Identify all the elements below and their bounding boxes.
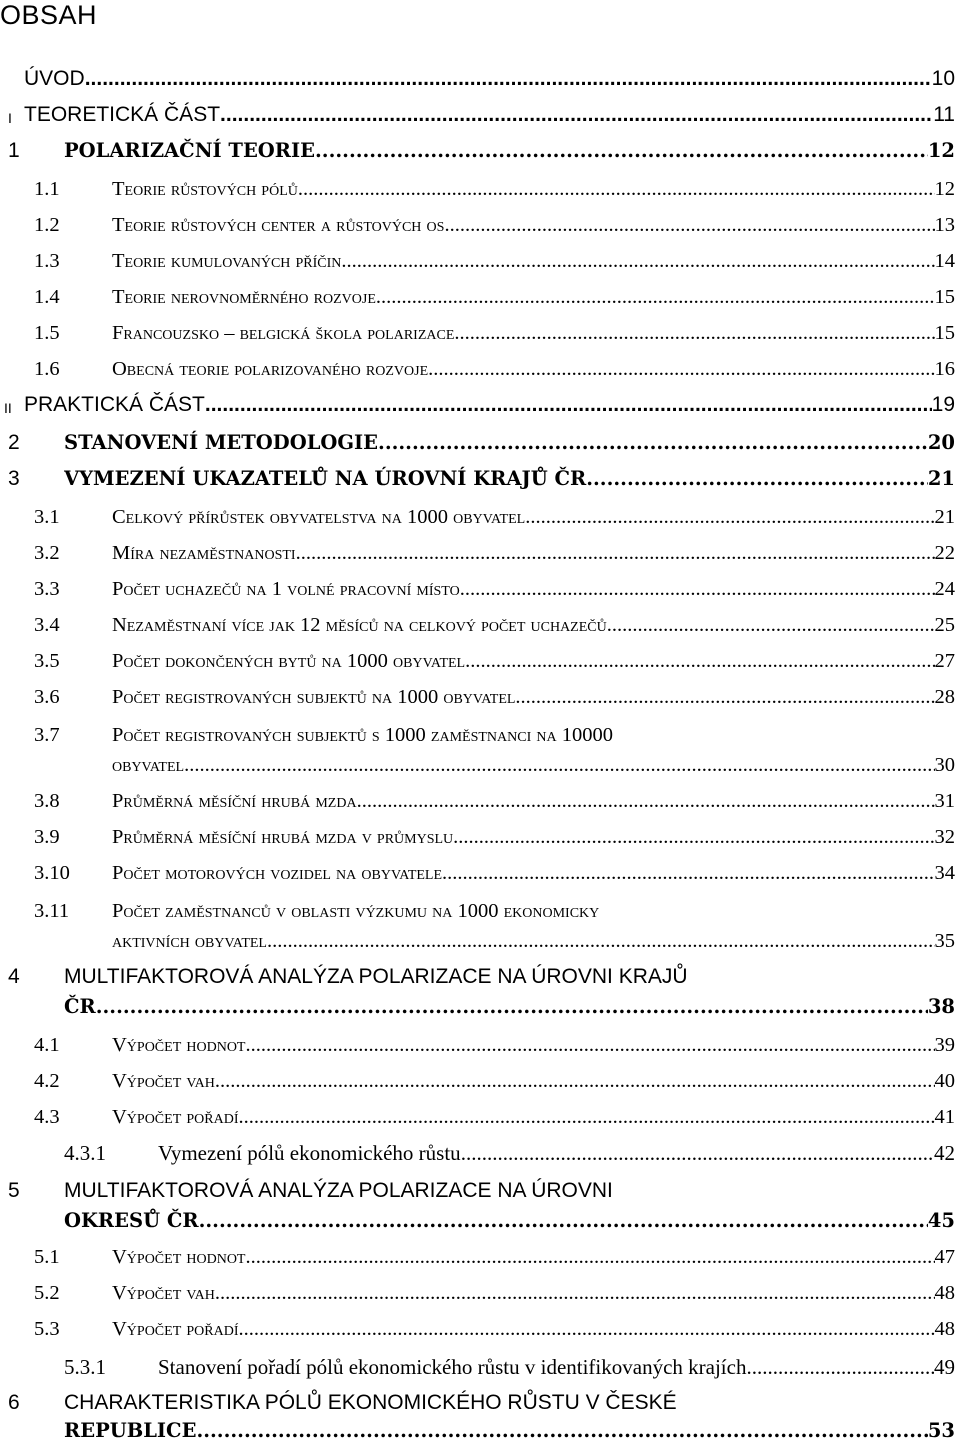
toc-entry-title: Výpočet hodnot xyxy=(112,1246,246,1268)
toc-entry-number: 3 xyxy=(8,467,20,490)
dot-leader xyxy=(298,174,935,204)
dot-leader xyxy=(205,390,932,420)
toc-entry-number: 3.9 xyxy=(34,826,60,848)
dot-leader xyxy=(341,246,934,276)
toc-entry-title-continuation: REPUBLICE xyxy=(64,1419,197,1442)
toc-entry-title: Teorie růstových pólů xyxy=(112,178,298,200)
toc-entry[interactable] xyxy=(0,1176,955,1232)
dot-leader xyxy=(586,464,928,494)
toc-entry[interactable] xyxy=(0,136,955,166)
toc-entry[interactable] xyxy=(0,428,955,458)
toc-entry-number: 3.4 xyxy=(34,614,60,636)
toc-entry[interactable] xyxy=(0,646,955,676)
toc-page-number: 28 xyxy=(934,686,955,708)
toc-entry-number: I xyxy=(8,110,12,126)
toc-entry[interactable] xyxy=(0,246,955,276)
toc-page-number: 25 xyxy=(934,614,955,636)
toc-entry-number: 1 xyxy=(8,139,20,162)
toc-entry[interactable] xyxy=(0,858,955,888)
dot-leader xyxy=(454,318,934,348)
toc-page-number: 39 xyxy=(934,1034,955,1056)
toc-entry[interactable] xyxy=(0,390,955,420)
toc-entry[interactable] xyxy=(0,1066,955,1096)
toc-entry[interactable] xyxy=(0,1388,955,1442)
dot-leader xyxy=(85,64,932,94)
dot-leader xyxy=(442,858,934,888)
dot-leader xyxy=(607,610,935,640)
toc-entry-number: 1.3 xyxy=(34,250,60,272)
toc-entry-number: 2 xyxy=(8,431,20,454)
toc-entry-title: CHARAKTERISTIKA PÓLŮ EKONOMICKÉHO RŮSTU V ČESKÉ xyxy=(64,1391,677,1414)
dot-leader xyxy=(215,1066,935,1096)
dot-leader xyxy=(220,100,933,130)
toc-entry-number: 3.11 xyxy=(34,900,70,922)
toc-page-number: 10 xyxy=(931,67,955,90)
dot-leader xyxy=(267,926,935,956)
toc-entry-title: Průměrná měsíční hrubá mzda v průmyslu xyxy=(112,826,454,848)
toc-entry-title: Teorie nerovnoměrného rozvoje xyxy=(112,286,376,308)
dot-leader xyxy=(444,210,934,240)
toc-entry-title: ÚVOD xyxy=(24,67,85,90)
dot-leader xyxy=(460,574,935,604)
toc-entry-number: 3.3 xyxy=(34,578,60,600)
toc-page-number: 34 xyxy=(934,862,955,884)
toc-entry-title: POLARIZAČNÍ TEORIE xyxy=(64,139,315,162)
toc-page-number: 27 xyxy=(934,650,955,672)
toc-entry-title: MULTIFAKTOROVÁ ANALÝZA POLARIZACE NA ÚROVNI KRAJŮ xyxy=(64,965,688,988)
toc-entry[interactable] xyxy=(0,896,955,952)
toc-entry-title: Počet registrovaných subjektů s 1000 zaměstnanci na 10000 xyxy=(112,724,613,746)
toc-entry-number: II xyxy=(4,400,12,416)
toc-entry-number: 4.1 xyxy=(34,1034,60,1056)
toc-entry-title: Výpočet pořadí xyxy=(112,1318,239,1340)
toc-page-number: 31 xyxy=(934,790,955,812)
toc-entry[interactable] xyxy=(0,574,955,604)
dot-leader xyxy=(239,1314,935,1344)
toc-entry-title: Vymezení pólů ekonomického růstu xyxy=(158,1141,461,1165)
dot-leader xyxy=(245,1242,934,1272)
toc-page-number: 16 xyxy=(934,358,955,380)
toc-entry-title: Počet motorových vozidel na obyvatele xyxy=(112,862,443,884)
toc-entry-number: 4.2 xyxy=(34,1070,60,1092)
page-title: OBSAH xyxy=(0,0,98,30)
toc-entry[interactable] xyxy=(0,1030,955,1060)
toc-entry-number: 5.2 xyxy=(34,1282,60,1304)
toc-entry-title: Počet zaměstnanců v oblasti výzkumu na 1000 ekonomicky xyxy=(112,900,600,922)
toc-page-number: 30 xyxy=(934,754,955,776)
toc-entry-title: Počet registrovaných subjektů na 1000 obyvatel xyxy=(112,686,516,708)
dot-leader xyxy=(239,1102,935,1132)
toc-page-number: 32 xyxy=(934,826,955,848)
toc-page-number: 49 xyxy=(934,1355,955,1379)
toc-page-number: 15 xyxy=(934,286,955,308)
toc-entry[interactable] xyxy=(0,538,955,568)
toc-entry[interactable] xyxy=(0,502,955,532)
toc-page-number: 14 xyxy=(934,250,955,272)
toc-entry-number: 1.2 xyxy=(34,214,60,236)
dot-leader xyxy=(515,682,934,712)
toc-entry-title: Celkový přírůstek obyvatelstva na 1000 obyvatel xyxy=(112,506,526,528)
toc-entry-number: 1.4 xyxy=(34,286,60,308)
toc-entry-title: Výpočet vah xyxy=(112,1070,215,1092)
toc-entry-number: 3.7 xyxy=(34,724,60,746)
toc-entry[interactable] xyxy=(0,318,955,348)
toc-entry[interactable] xyxy=(0,1278,955,1308)
dot-leader xyxy=(461,1138,934,1168)
dot-leader xyxy=(199,1206,928,1236)
toc-entry[interactable] xyxy=(0,282,955,312)
toc-entry[interactable] xyxy=(0,1138,955,1168)
toc-page-number: 21 xyxy=(934,506,955,528)
toc-entry-title: Průměrná měsíční hrubá mzda xyxy=(112,790,357,812)
dot-leader xyxy=(465,646,934,676)
toc-entry[interactable] xyxy=(0,210,955,240)
dot-leader xyxy=(453,822,934,852)
toc-entry-title-continuation: ČR xyxy=(64,995,96,1018)
toc-entry-title: Nezaměstnaní více jak 12 měsíců na celkový počet uchazečů xyxy=(112,614,607,636)
toc-entry[interactable] xyxy=(0,962,955,1018)
toc-entry-title: MULTIFAKTOROVÁ ANALÝZA POLARIZACE NA ÚROVNI xyxy=(64,1179,613,1202)
toc-page-number: 40 xyxy=(934,1070,955,1092)
toc-entry-number: 3.2 xyxy=(34,542,60,564)
dot-leader xyxy=(96,992,928,1022)
toc-entry-title: Výpočet vah xyxy=(112,1282,215,1304)
toc-entry-title: Teorie růstových center a růstových os xyxy=(112,214,445,236)
toc-page-number: 38 xyxy=(927,995,955,1018)
toc-entry-title: Teorie kumulovaných příčin xyxy=(112,250,342,272)
dot-leader xyxy=(746,1352,934,1382)
toc-page-number: 42 xyxy=(934,1141,955,1165)
dot-leader xyxy=(315,136,928,166)
toc-entry[interactable] xyxy=(0,100,955,130)
toc-entry[interactable] xyxy=(0,354,955,384)
toc-entry-title: PRAKTICKÁ ČÁST xyxy=(24,393,205,416)
toc-page-number: 13 xyxy=(934,214,955,236)
toc-entry-number: 1.1 xyxy=(34,178,60,200)
toc-entry-number: 4 xyxy=(8,965,20,988)
toc-entry-title-continuation: obyvatel xyxy=(112,754,185,776)
toc-entry-number: 3.5 xyxy=(34,650,60,672)
toc-entry[interactable] xyxy=(0,720,955,776)
toc-page-number: 48 xyxy=(934,1318,955,1340)
toc-page-number: 12 xyxy=(927,139,955,162)
toc-page-number: 41 xyxy=(934,1106,955,1128)
dot-leader xyxy=(525,502,934,532)
dot-leader xyxy=(184,750,934,780)
toc-entry-number: 3.8 xyxy=(34,790,60,812)
toc-entry[interactable] xyxy=(0,174,955,204)
toc-page-number: 15 xyxy=(934,322,955,344)
dot-leader xyxy=(245,1030,934,1060)
toc-page-number: 24 xyxy=(934,578,955,600)
dot-leader xyxy=(296,538,935,568)
toc-entry-number: 5.1 xyxy=(34,1246,60,1268)
toc-entry[interactable] xyxy=(0,464,955,494)
toc-entry-number: 5.3.1 xyxy=(64,1355,106,1379)
toc-page-number: 11 xyxy=(933,103,955,126)
toc-page-number: 19 xyxy=(931,393,955,416)
toc-entry-number: 4.3 xyxy=(34,1106,60,1128)
toc-entry[interactable] xyxy=(0,822,955,852)
toc-entry-title: VYMEZENÍ UKAZATELŮ NA ÚROVNÍ KRAJŮ ČR xyxy=(64,467,587,490)
dot-leader xyxy=(378,428,928,458)
toc-page-number: 22 xyxy=(934,542,955,564)
dot-leader xyxy=(357,786,935,816)
toc-page-number: 20 xyxy=(927,431,955,454)
toc-page-number: 45 xyxy=(927,1209,955,1232)
toc-entry-title: Výpočet hodnot xyxy=(112,1034,246,1056)
toc-entry[interactable] xyxy=(0,1352,955,1382)
toc-entry-number: 3.1 xyxy=(34,506,60,528)
toc-entry[interactable] xyxy=(0,786,955,816)
toc-page-number: 47 xyxy=(934,1246,955,1268)
toc-entry-number: 1.6 xyxy=(34,358,60,380)
toc-entry[interactable] xyxy=(0,682,955,712)
toc-entry-number: 5.3 xyxy=(34,1318,60,1340)
toc-entry-number: 5 xyxy=(8,1179,20,1202)
dot-leader xyxy=(376,282,935,312)
toc-entry-title: TEORETICKÁ ČÁST xyxy=(24,103,221,126)
toc-page-number: 35 xyxy=(934,930,955,952)
toc-entry-title: Obecná teorie polarizovaného rozvoje xyxy=(112,358,429,380)
toc-entry-title: Výpočet pořadí xyxy=(112,1106,239,1128)
toc-entry-number: 4.3.1 xyxy=(64,1141,106,1165)
toc-entry-number: 6 xyxy=(8,1391,20,1414)
toc-entry-title: Francouzsko – belgická škola polarizace xyxy=(112,322,455,344)
toc-entry-number: 3.10 xyxy=(34,862,70,884)
dot-leader xyxy=(196,1416,927,1446)
toc-entry-title: Míra nezaměstnanosti xyxy=(112,542,296,564)
dot-leader xyxy=(215,1278,935,1308)
toc-entry-title: STANOVENÍ METODOLOGIE xyxy=(64,431,379,454)
toc-page-number: 48 xyxy=(934,1282,955,1304)
toc-entry[interactable] xyxy=(0,1102,955,1132)
toc-entry-number: 3.6 xyxy=(34,686,60,708)
toc-entry-title: Počet uchazečů na 1 volné pracovní místo xyxy=(112,578,460,600)
toc-entry-title: Stanovení pořadí pólů ekonomického růstu v identifikovaných krajích xyxy=(158,1355,747,1379)
toc-entry[interactable] xyxy=(0,64,955,94)
toc-entry[interactable] xyxy=(0,610,955,640)
dot-leader xyxy=(428,354,934,384)
toc-page-number: 53 xyxy=(927,1419,955,1442)
toc-entry-number: 1.5 xyxy=(34,322,60,344)
toc-page-number: 21 xyxy=(927,467,955,490)
toc-page-number: 12 xyxy=(934,178,955,200)
toc-entry-title-continuation: OKRESŮ ČR xyxy=(64,1209,199,1232)
toc-entry-title: Počet dokončených bytů na 1000 obyvatel xyxy=(112,650,466,672)
toc-entry[interactable] xyxy=(0,1314,955,1344)
toc-entry[interactable] xyxy=(0,1242,955,1272)
toc-entry-title-continuation: aktivních obyvatel xyxy=(112,930,267,952)
